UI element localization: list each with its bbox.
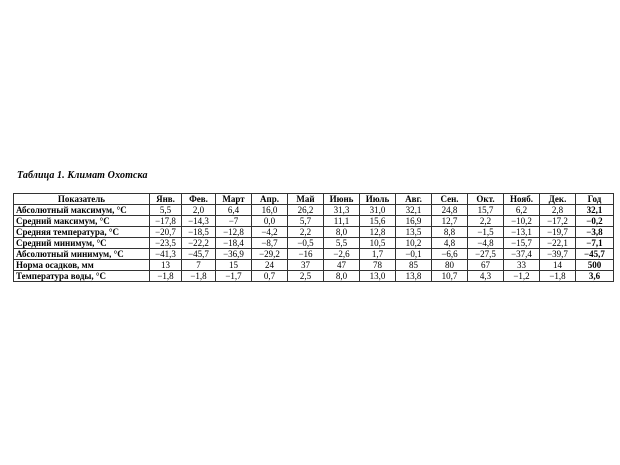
column-header-may: Май bbox=[288, 194, 324, 205]
table-cell: −41,3 bbox=[150, 249, 182, 260]
table-cell: 37 bbox=[288, 260, 324, 271]
column-header-aug: Авг. bbox=[396, 194, 432, 205]
table-cell: 10,5 bbox=[360, 238, 396, 249]
table-cell: −16 bbox=[288, 249, 324, 260]
table-cell: 15,7 bbox=[468, 205, 504, 216]
year-cell: 32,1 bbox=[576, 205, 614, 216]
row-label: Средний минимум, °С bbox=[14, 238, 150, 249]
climate-table bbox=[13, 193, 614, 282]
table-cell: 5,5 bbox=[324, 238, 360, 249]
table-cell: 13,8 bbox=[396, 271, 432, 282]
table-cell: −2,6 bbox=[324, 249, 360, 260]
column-header-apr: Апр. bbox=[252, 194, 288, 205]
year-cell: 3,6 bbox=[576, 271, 614, 282]
table-cell: 5,5 bbox=[150, 205, 182, 216]
table-cell: 24 bbox=[252, 260, 288, 271]
table-cell: −37,4 bbox=[504, 249, 540, 260]
column-header-indicator: Показатель bbox=[14, 194, 150, 205]
table-cell: −1,2 bbox=[504, 271, 540, 282]
table-cell: 31,3 bbox=[324, 205, 360, 216]
row-water-temperature bbox=[14, 271, 614, 282]
table-cell: 67 bbox=[468, 260, 504, 271]
table-cell: 26,2 bbox=[288, 205, 324, 216]
table-cell: 6,2 bbox=[504, 205, 540, 216]
table-cell: 4,3 bbox=[468, 271, 504, 282]
table-caption: Таблица 1. Климат Охотска bbox=[17, 170, 148, 181]
table-cell: −1,8 bbox=[150, 271, 182, 282]
table-cell: −36,9 bbox=[216, 249, 252, 260]
table-cell: −12,8 bbox=[216, 227, 252, 238]
column-header-oct: Окт. bbox=[468, 194, 504, 205]
table-cell: −1,8 bbox=[540, 271, 576, 282]
table-cell: −1,5 bbox=[468, 227, 504, 238]
table-cell: 13,5 bbox=[396, 227, 432, 238]
row-label: Норма осадков, мм bbox=[14, 260, 150, 271]
table-cell: 12,7 bbox=[432, 216, 468, 227]
table-cell: 0,7 bbox=[252, 271, 288, 282]
column-header-year: Год bbox=[576, 194, 614, 205]
table-cell: 12,8 bbox=[360, 227, 396, 238]
table-cell: 2,2 bbox=[468, 216, 504, 227]
table-cell: 0,0 bbox=[252, 216, 288, 227]
year-cell: −3,8 bbox=[576, 227, 614, 238]
table-cell: 78 bbox=[360, 260, 396, 271]
row-average-minimum bbox=[14, 238, 614, 249]
table-cell: −18,4 bbox=[216, 238, 252, 249]
column-header-jun: Июнь bbox=[324, 194, 360, 205]
row-label: Средняя температура, °С bbox=[14, 227, 150, 238]
table-cell: −27,5 bbox=[468, 249, 504, 260]
table-cell: 32,1 bbox=[396, 205, 432, 216]
table-cell: −20,7 bbox=[150, 227, 182, 238]
year-cell: −7,1 bbox=[576, 238, 614, 249]
table-cell: 2,2 bbox=[288, 227, 324, 238]
row-absolute-minimum bbox=[14, 249, 614, 260]
table-cell: −29,2 bbox=[252, 249, 288, 260]
table-cell: 11,1 bbox=[324, 216, 360, 227]
year-cell: 500 bbox=[576, 260, 614, 271]
table-cell: 47 bbox=[324, 260, 360, 271]
table-cell: 5,7 bbox=[288, 216, 324, 227]
column-header-dec: Дек. bbox=[540, 194, 576, 205]
row-average-temperature bbox=[14, 227, 614, 238]
row-label: Абсолютный минимум, °С bbox=[14, 249, 150, 260]
table-cell: 24,8 bbox=[432, 205, 468, 216]
table-cell: 16,0 bbox=[252, 205, 288, 216]
table-cell: −0,1 bbox=[396, 249, 432, 260]
table-cell: 2,8 bbox=[540, 205, 576, 216]
table-cell: −8,7 bbox=[252, 238, 288, 249]
table-cell: −22,1 bbox=[540, 238, 576, 249]
table-cell: 33 bbox=[504, 260, 540, 271]
table-cell: 15 bbox=[216, 260, 252, 271]
table-cell: 2,0 bbox=[182, 205, 216, 216]
year-cell: −0,2 bbox=[576, 216, 614, 227]
column-header-mar: Март bbox=[216, 194, 252, 205]
table-cell: −10,2 bbox=[504, 216, 540, 227]
column-header-sep: Сен. bbox=[432, 194, 468, 205]
row-precipitation bbox=[14, 260, 614, 271]
table-cell: −15,7 bbox=[504, 238, 540, 249]
table-cell: −14,3 bbox=[182, 216, 216, 227]
table-cell: −1,7 bbox=[216, 271, 252, 282]
table-cell: −13,1 bbox=[504, 227, 540, 238]
row-label: Абсолютный максимум, °С bbox=[14, 205, 150, 216]
table-cell: −19,7 bbox=[540, 227, 576, 238]
column-header-jul: Июль bbox=[360, 194, 396, 205]
table-cell: −0,5 bbox=[288, 238, 324, 249]
row-label: Средний максимум, °С bbox=[14, 216, 150, 227]
table-cell: 1,7 bbox=[360, 249, 396, 260]
table-cell: 13 bbox=[150, 260, 182, 271]
table-cell: −23,5 bbox=[150, 238, 182, 249]
table-cell: 10,7 bbox=[432, 271, 468, 282]
table-cell: 2,5 bbox=[288, 271, 324, 282]
year-cell: −45,7 bbox=[576, 249, 614, 260]
table-cell: 8,0 bbox=[324, 227, 360, 238]
table-cell: 8,8 bbox=[432, 227, 468, 238]
table-cell: −7 bbox=[216, 216, 252, 227]
table-cell: −4,2 bbox=[252, 227, 288, 238]
column-header-nov: Нояб. bbox=[504, 194, 540, 205]
table-cell: −17,2 bbox=[540, 216, 576, 227]
table-cell: −39,7 bbox=[540, 249, 576, 260]
table-cell: 85 bbox=[396, 260, 432, 271]
table-cell: 15,6 bbox=[360, 216, 396, 227]
row-absolute-maximum bbox=[14, 205, 614, 216]
row-label: Температура воды, °С bbox=[14, 271, 150, 282]
table-cell: 13,0 bbox=[360, 271, 396, 282]
table-cell: −45,7 bbox=[182, 249, 216, 260]
table-cell: −4,8 bbox=[468, 238, 504, 249]
column-header-feb: Фев. bbox=[182, 194, 216, 205]
table-cell: −18,5 bbox=[182, 227, 216, 238]
table-cell: 7 bbox=[182, 260, 216, 271]
table-cell: 31,0 bbox=[360, 205, 396, 216]
column-header-jan: Янв. bbox=[150, 194, 182, 205]
header-row bbox=[14, 194, 614, 205]
table-cell: 10,2 bbox=[396, 238, 432, 249]
table-cell: −6,6 bbox=[432, 249, 468, 260]
table-cell: 4,8 bbox=[432, 238, 468, 249]
table-cell: 14 bbox=[540, 260, 576, 271]
table-body bbox=[14, 205, 614, 282]
table-cell: −17,8 bbox=[150, 216, 182, 227]
table-cell: 80 bbox=[432, 260, 468, 271]
table-cell: 16,9 bbox=[396, 216, 432, 227]
table-cell: −1,8 bbox=[182, 271, 216, 282]
table-cell: 8,0 bbox=[324, 271, 360, 282]
row-average-maximum bbox=[14, 216, 614, 227]
table-cell: −22,2 bbox=[182, 238, 216, 249]
table-cell: 6,4 bbox=[216, 205, 252, 216]
